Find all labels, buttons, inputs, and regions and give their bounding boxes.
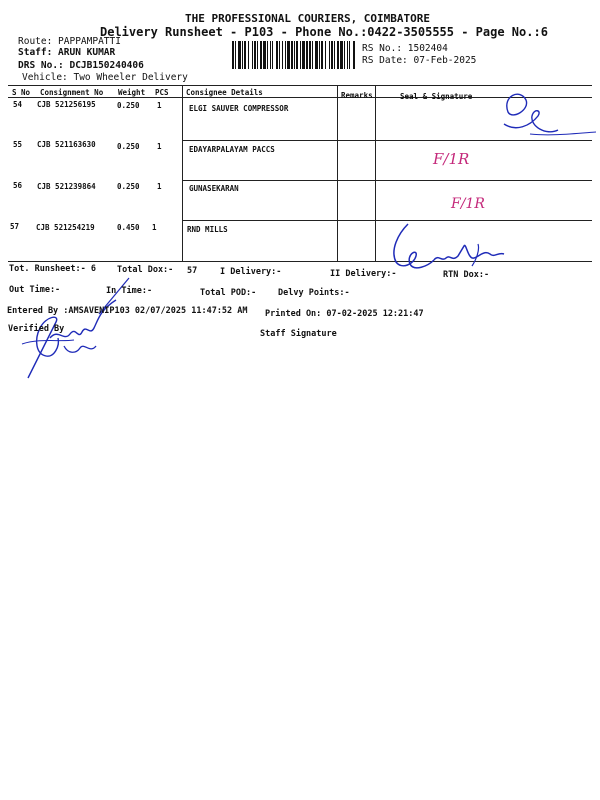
total-pod-label: Total POD:- — [200, 288, 257, 298]
row-weight: 0.250 — [117, 101, 140, 110]
second-delivery-label: II Delivery:- — [330, 269, 397, 279]
delivery-points-label: Delvy Points:- — [278, 288, 350, 298]
row-consignee: EDAYARPALAYAM PACCS — [189, 145, 275, 154]
column-divider — [375, 86, 376, 261]
total-dox-value: 57 — [187, 266, 198, 276]
row-consignment-no: CJB 521256195 — [37, 100, 96, 109]
entered-by: Entered By :AMSAVENIP103 02/07/2025 11:47:52 AM — [7, 306, 248, 316]
signature-57-image — [380, 220, 510, 275]
row-divider — [182, 180, 592, 181]
first-delivery-label: I Delivery:- — [220, 267, 282, 277]
col-header-remarks: Remarks — [341, 91, 373, 100]
row-pcs: 1 — [157, 101, 162, 110]
row-consignment-no: CJB 521163630 — [37, 140, 96, 149]
row-consignment-no: CJB 521239864 — [37, 182, 96, 191]
drs-number: DRS No.: DCJB150240406 — [18, 60, 144, 71]
signature-54-image — [490, 86, 600, 146]
staff-signature-label: Staff Signature — [260, 329, 337, 339]
rs-number: RS No.: 1502404 — [362, 43, 448, 54]
row-pcs: 1 — [152, 223, 157, 232]
return-dox-label: RTN Dox:- — [443, 270, 490, 280]
verified-by-label: Verified By — [8, 324, 65, 334]
row-sno: 55 — [13, 140, 23, 149]
row-consignee: RND MILLS — [187, 225, 228, 234]
col-header-seal-signature: Seal & Signature — [400, 92, 473, 101]
in-time-label: In Time:- — [106, 286, 153, 296]
out-time-label: Out Time:- — [9, 285, 61, 295]
col-header-consignment: Consignment No — [40, 88, 104, 97]
col-header-pcs: PCS — [155, 88, 169, 97]
route-label: Route: PAPPAMPATTI — [18, 36, 121, 47]
column-divider — [182, 86, 183, 261]
vehicle-label: Vehicle: Two Wheeler Delivery — [22, 72, 188, 83]
handwritten-remark-56: F/1R — [451, 196, 485, 212]
total-runsheet: Tot. Runsheet:- 6 — [9, 264, 96, 274]
row-weight: 0.250 — [117, 182, 140, 191]
col-header-weight: Weight — [118, 88, 146, 97]
barcode-image — [232, 41, 356, 69]
document-title: THE PROFESSIONAL COURIERS, COIMBATORE — [185, 12, 431, 25]
handwritten-remark-55: F/1R — [433, 150, 470, 168]
col-header-consignee: Consignee Details — [186, 88, 263, 97]
row-consignment-no: CJB 521254219 — [36, 223, 95, 232]
row-sno: 56 — [13, 181, 23, 190]
staff-label: Staff: ARUN KUMAR — [18, 47, 116, 58]
column-divider — [337, 86, 338, 261]
col-header-sno: S No — [12, 88, 31, 97]
row-sno: 54 — [13, 100, 23, 109]
row-weight: 0.450 — [117, 223, 140, 232]
document-subtitle: Delivery Runsheet - P103 - Phone No.:0422-3505555 - Page No.:6 — [100, 25, 548, 39]
printed-on: Printed On: 07-02-2025 12:21:47 — [265, 309, 424, 319]
row-weight: 0.250 — [117, 142, 140, 151]
row-consignee: ELGI SAUVER COMPRESSOR — [189, 104, 289, 113]
row-pcs: 1 — [157, 182, 162, 191]
rs-date: RS Date: 07-Feb-2025 — [362, 55, 477, 66]
row-consignee: GUNASEKARAN — [189, 184, 239, 193]
row-sno: 57 — [10, 222, 20, 231]
row-pcs: 1 — [157, 142, 162, 151]
total-dox-label: Total Dox:- — [117, 265, 174, 275]
